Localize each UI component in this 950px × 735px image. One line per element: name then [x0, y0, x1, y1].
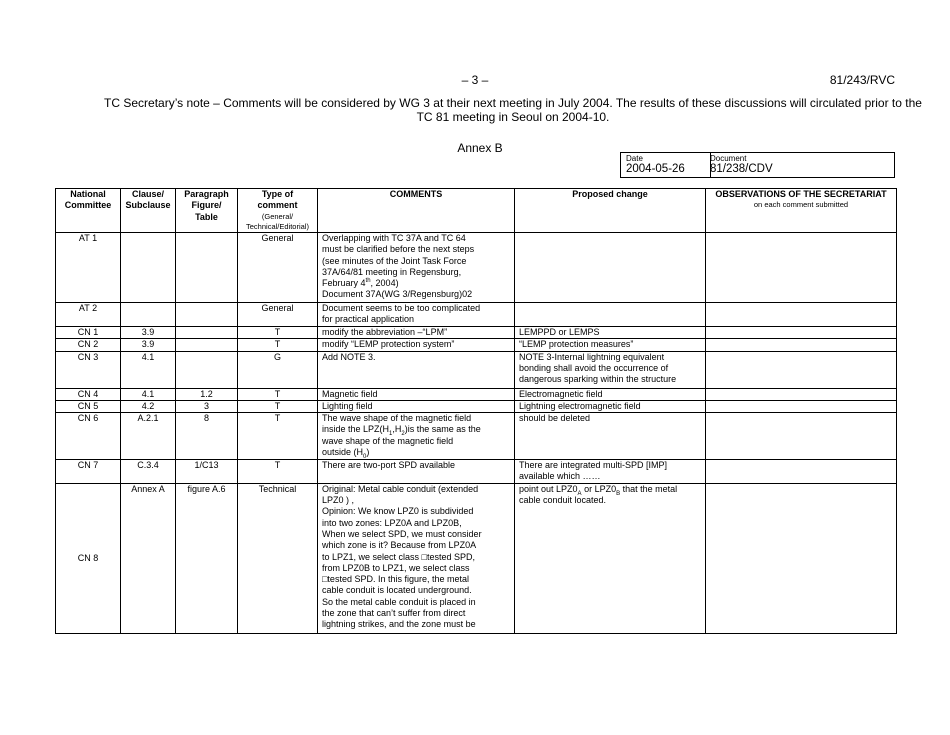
header-proposed-change: Proposed change [515, 189, 706, 233]
cell-type: General [238, 303, 318, 327]
cell-comment: Document seems to be too complicated for practical application [318, 303, 515, 327]
cell-proposed-change: should be deleted [515, 413, 706, 460]
cell-paragraph: 1/C13 [176, 460, 238, 484]
header-national-committee: National Committee [56, 189, 121, 233]
cell-comment: The wave shape of the magnetic field inside the $LPZ(H_1,H_2)is$ the same as the wave shape of the magnetic field outside $(H_0)$ [318, 413, 515, 460]
cell-clause: 4.1 [121, 351, 176, 388]
cell-clause: A.2.1 [121, 413, 176, 460]
cell-observations [706, 388, 897, 400]
header-observations: OBSERVATIONS OF THE SECRETARIAT on each comment submitted [706, 189, 897, 233]
cell-paragraph [176, 303, 238, 327]
cell-observations [706, 413, 897, 460]
cell-observations [706, 233, 897, 303]
cell-type: T [238, 460, 318, 484]
cell-national-committee: CN 3 [56, 351, 121, 388]
cell-proposed-change: NOTE 3-Internal lightning equivalent bonding shall avoid the occurrence of dangerous sparking within the structure [515, 351, 706, 388]
cell-paragraph: 3 [176, 400, 238, 412]
cell-proposed-change: Electromagnetic field [515, 388, 706, 400]
document-label: Document [710, 154, 747, 163]
cell-clause: 3.9 [121, 327, 176, 339]
cell-national-committee: CN 2 [56, 339, 121, 351]
cell-type: T [238, 413, 318, 460]
cell-comment: There are two-port SPD available [318, 460, 515, 484]
cell-proposed-change: LEMPPD or LEMPS [515, 327, 706, 339]
cell-comment: modify the abbreviation –“LPM” [318, 327, 515, 339]
table-row [56, 233, 897, 303]
cell-clause: Annex A [121, 483, 176, 633]
cell-clause: 4.1 [121, 388, 176, 400]
cell-comment: Overlapping with TC 37A and TC 64 must be clarified before the next steps (see minutes of the Joint Task Force 37A/64/81 meeting in Regensburg, February 4th, 2004) Document 37A(WG 3/Regensburg)02 [318, 233, 515, 303]
cell-national-committee: CN 6 [56, 413, 121, 460]
cell-proposed-change [515, 303, 706, 327]
date-cell [621, 153, 711, 177]
cell-clause: 3.9 [121, 339, 176, 351]
cell-proposed-change [515, 233, 706, 303]
cell-type: T [238, 339, 318, 351]
cell-paragraph [176, 339, 238, 351]
cell-national-committee: CN 5 [56, 400, 121, 412]
table-row [56, 351, 897, 388]
annex-title: Annex B [457, 141, 503, 155]
cell-type: General [238, 233, 318, 303]
cell-comment: modify “LEMP protection system” [318, 339, 515, 351]
cell-clause [121, 233, 176, 303]
cell-clause [121, 303, 176, 327]
cell-national-committee: AT 2 [56, 303, 121, 327]
document-reference: 81/243/RVC [829, 73, 895, 87]
cell-national-committee: CN 1 [56, 327, 121, 339]
document-cell [707, 153, 773, 177]
date-label: Date [626, 154, 643, 163]
table-row [56, 413, 897, 460]
table-row [56, 460, 897, 484]
date-document-box [620, 152, 895, 178]
cell-type: T [238, 327, 318, 339]
header-paragraph: Paragraph Figure/ Table [176, 189, 238, 233]
cell-paragraph [176, 233, 238, 303]
cell-comment: Magnetic field [318, 388, 515, 400]
cell-proposed-change: Lightning electromagnetic field [515, 400, 706, 412]
table-row [56, 339, 897, 351]
cell-clause: C.3.4 [121, 460, 176, 484]
cell-observations [706, 327, 897, 339]
cell-comment: Lighting field [318, 400, 515, 412]
cell-national-committee: CN 4 [56, 388, 121, 400]
table-row [56, 327, 897, 339]
cell-type: Technical [238, 483, 318, 633]
cell-observations [706, 460, 897, 484]
cell-type: T [238, 388, 318, 400]
cell-observations [706, 400, 897, 412]
cell-national-committee: CN 8 [56, 483, 121, 633]
table-row [56, 388, 897, 400]
header-type-of-comment: Type of comment (General/ Technical/Editorial) [238, 189, 318, 233]
cell-paragraph [176, 327, 238, 339]
cell-proposed-change: There are integrated multi-SPD [IMP] available which …… [515, 460, 706, 484]
cell-type: G [238, 351, 318, 388]
cell-national-committee: CN 7 [56, 460, 121, 484]
cell-observations [706, 351, 897, 388]
cell-proposed-change: “LEMP protection measures” [515, 339, 706, 351]
cell-observations [706, 483, 897, 633]
cell-observations [706, 303, 897, 327]
cell-comment: Add NOTE 3. [318, 351, 515, 388]
comments-table [55, 188, 897, 634]
cell-paragraph: figure A.6 [176, 483, 238, 633]
cell-proposed-change: point out $LPZ0_A$ or $LPZ0_B$ that the metal cable conduit located. [515, 483, 706, 633]
cell-paragraph [176, 351, 238, 388]
cell-comment: Original: Metal cable conduit (extended LPZ0 ) , Opinion: We know LPZ0 is subdivided into two zones: LPZ0A and LPZ0B, When we select SPD, we must consider which zone is it? Because from LPZ0A to LPZ1, we select class □tested SPD, from LPZ0B to LPZ1, we select class □tested SPD. In this figure, the metal cable conduit is located underground. So the metal cable conduit is placed in the zone that can’t suffer from direct lightning strikes, and the zone must be [318, 483, 515, 633]
date-value: 2004-05-26 [626, 163, 685, 175]
secretary-note: TC Secretary’s note – Comments will be considered by WG 3 at their next meeting in July 2004. The results of these discussions will circulated prior to the TC 81 meeting in Seoul on 2004-10. [104, 96, 922, 124]
cell-paragraph: 8 [176, 413, 238, 460]
cell-national-committee: AT 1 [56, 233, 121, 303]
cell-type: T [238, 400, 318, 412]
cell-observations [706, 339, 897, 351]
table-row [56, 483, 897, 633]
header-comments: COMMENTS [318, 189, 515, 233]
table-row [56, 303, 897, 327]
cell-clause: 4.2 [121, 400, 176, 412]
cell-paragraph: 1.2 [176, 388, 238, 400]
header-clause: Clause/ Subclause [121, 189, 176, 233]
page-number: – 3 – [461, 73, 489, 87]
table-row [56, 400, 897, 412]
document-value: 81/238/CDV [710, 163, 773, 175]
